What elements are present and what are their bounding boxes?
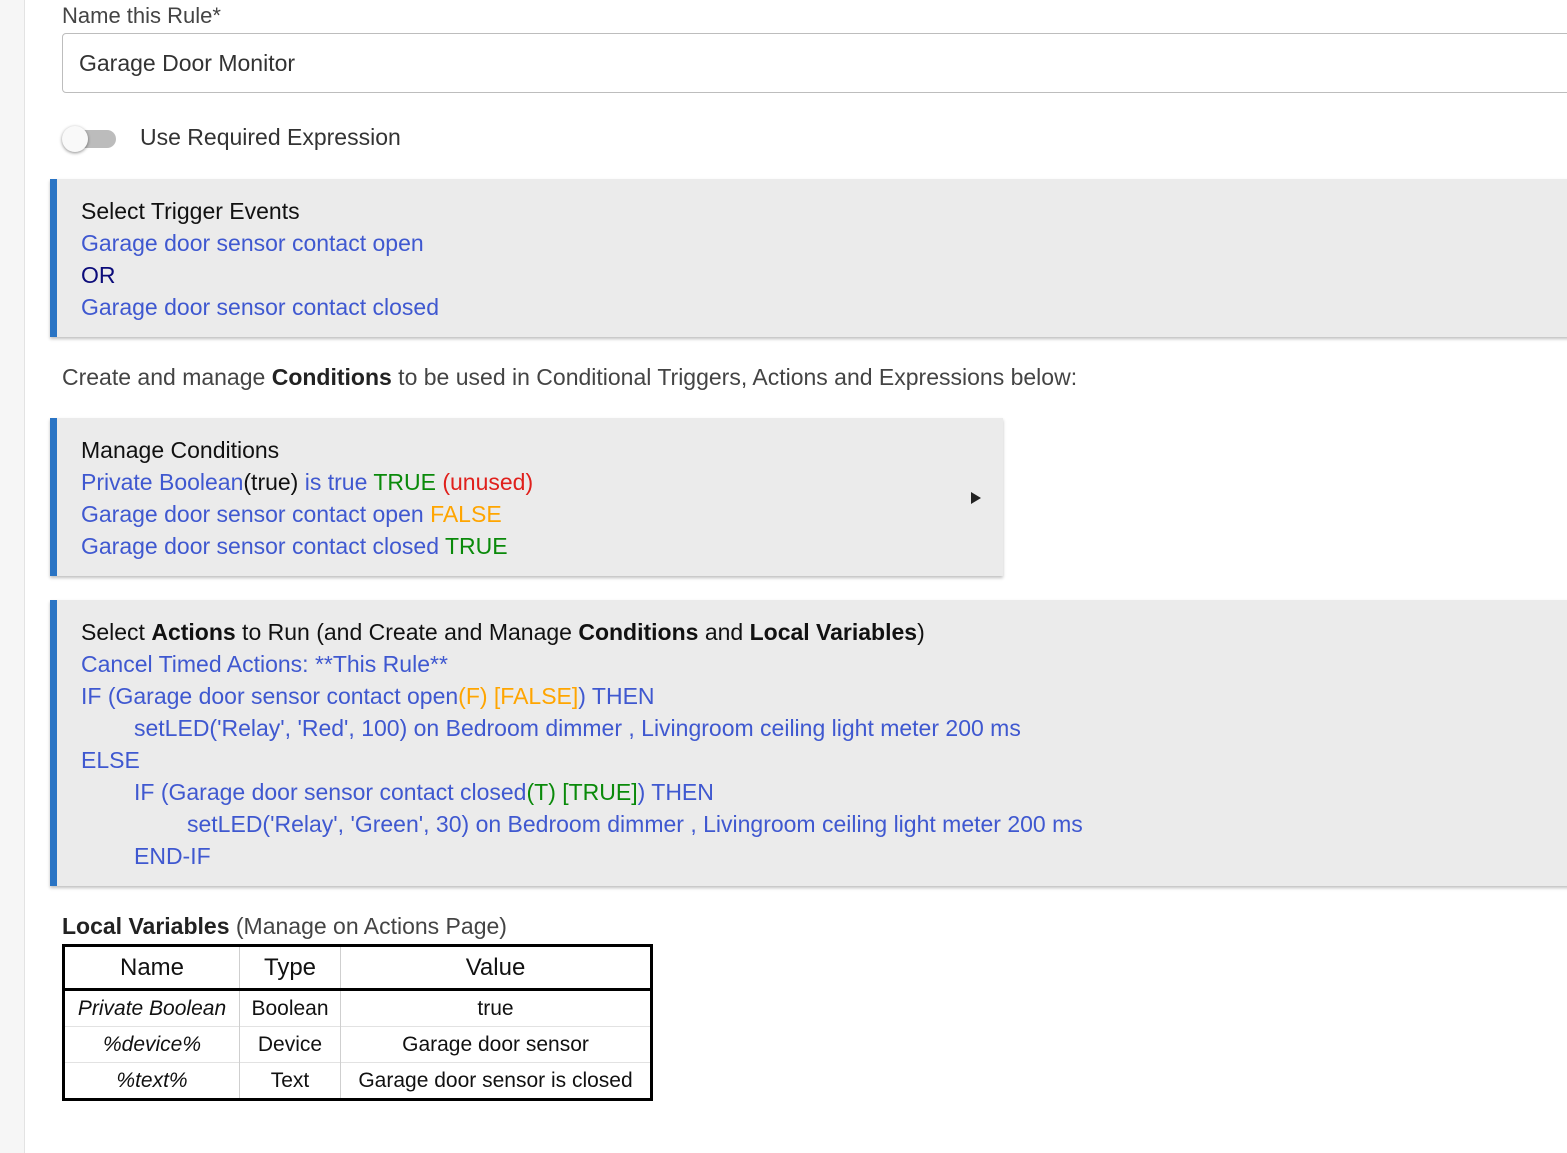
local-variables-heading-note: (Manage on Actions Page) bbox=[229, 913, 507, 939]
action-if-closed bbox=[81, 776, 1567, 808]
action-if-condition: IF (Garage door sensor contact open bbox=[81, 683, 459, 709]
variable-type: Boolean bbox=[240, 990, 341, 1027]
condition-desc: is true bbox=[298, 469, 374, 495]
rule-name-label: Name this Rule* bbox=[62, 3, 221, 28]
required-expression-label: Use Required Expression bbox=[140, 124, 401, 150]
action-cancel-timed: Cancel Timed Actions: **This Rule** bbox=[81, 651, 448, 677]
variable-name: Private Boolean bbox=[64, 990, 240, 1027]
variable-value: Garage door sensor bbox=[341, 1027, 652, 1063]
variable-name: %device% bbox=[64, 1027, 240, 1063]
action-if-open bbox=[81, 680, 1567, 712]
trigger-event-1: Garage door sensor contact open bbox=[81, 230, 424, 256]
actions-title-part: Select bbox=[81, 619, 152, 645]
variable-value: true bbox=[341, 990, 652, 1027]
action-if-state-true: (T) [TRUE] bbox=[526, 779, 638, 805]
left-sidebar-strip bbox=[0, 0, 25, 1153]
actions-title-part: to Run (and Create and Manage bbox=[235, 619, 579, 645]
condition-item bbox=[81, 530, 1003, 562]
actions-title-bold: Actions bbox=[151, 619, 236, 645]
trigger-events-panel[interactable] bbox=[50, 179, 1567, 337]
manage-conditions-title: Manage Conditions bbox=[81, 437, 280, 463]
condition-arg: (true) bbox=[243, 469, 299, 495]
table-row bbox=[64, 1027, 652, 1063]
condition-name: Garage door sensor contact open bbox=[81, 501, 431, 527]
condition-state-true: TRUE bbox=[444, 533, 508, 559]
condition-item bbox=[81, 498, 1003, 530]
action-then: ) THEN bbox=[637, 779, 714, 805]
table-header-row bbox=[64, 946, 652, 990]
actions-title-bold: Local Variables bbox=[749, 619, 918, 645]
actions-panel[interactable] bbox=[50, 600, 1567, 886]
variable-type: Text bbox=[240, 1063, 341, 1100]
variable-type: Device bbox=[240, 1027, 341, 1063]
trigger-event-2: Garage door sensor contact closed bbox=[81, 294, 439, 320]
triangle-right-icon[interactable] bbox=[971, 492, 981, 504]
toggle-knob bbox=[62, 126, 88, 152]
local-variables-table bbox=[62, 944, 653, 1101]
trigger-events-title: Select Trigger Events bbox=[81, 198, 300, 224]
table-row bbox=[64, 990, 652, 1027]
column-header-value: Value bbox=[341, 946, 652, 990]
conditions-intro-text bbox=[62, 364, 1077, 391]
variable-value: Garage door sensor is closed bbox=[341, 1063, 652, 1100]
column-header-type: Type bbox=[240, 946, 341, 990]
action-else: ELSE bbox=[81, 747, 140, 773]
variable-name: %text% bbox=[64, 1063, 240, 1100]
action-setled-red: setLED('Relay', 'Red', 100) on Bedroom dimmer , Livingroom ceiling light meter 200 ms bbox=[134, 715, 1021, 741]
actions-title-bold: Conditions bbox=[578, 619, 699, 645]
actions-title-part: ) bbox=[917, 619, 925, 645]
local-variables-heading-bold: Local Variables bbox=[62, 913, 230, 939]
actions-title-part: and bbox=[698, 619, 750, 645]
action-if-state-false: (F) [FALSE] bbox=[458, 683, 579, 709]
condition-state-false: FALSE bbox=[430, 501, 502, 527]
action-if-condition: IF (Garage door sensor contact closed bbox=[134, 779, 527, 805]
conditions-intro-before: Create and manage bbox=[62, 364, 272, 390]
conditions-intro-after: to be used in Conditional Triggers, Actions and Expressions below: bbox=[391, 364, 1078, 390]
conditions-intro-bold: Conditions bbox=[271, 364, 392, 390]
local-variables-heading bbox=[62, 913, 507, 940]
action-then: ) THEN bbox=[578, 683, 655, 709]
condition-name: Private Boolean bbox=[81, 469, 244, 495]
condition-item bbox=[81, 466, 1003, 498]
action-setled-green: setLED('Relay', 'Green', 30) on Bedroom dimmer , Livingroom ceiling light meter 200 ms bbox=[187, 811, 1083, 837]
action-endif: END-IF bbox=[134, 843, 211, 869]
table-row bbox=[64, 1063, 652, 1100]
condition-state-true: TRUE bbox=[373, 469, 436, 495]
rule-name-input[interactable] bbox=[62, 33, 1567, 93]
column-header-name: Name bbox=[64, 946, 240, 990]
actions-title bbox=[81, 616, 1567, 648]
condition-unused-note: (unused) bbox=[442, 469, 534, 495]
condition-name: Garage door sensor contact closed bbox=[81, 533, 445, 559]
trigger-or-label: OR bbox=[81, 262, 116, 288]
required-expression-toggle[interactable] bbox=[62, 126, 116, 152]
manage-conditions-panel[interactable] bbox=[50, 418, 1003, 576]
